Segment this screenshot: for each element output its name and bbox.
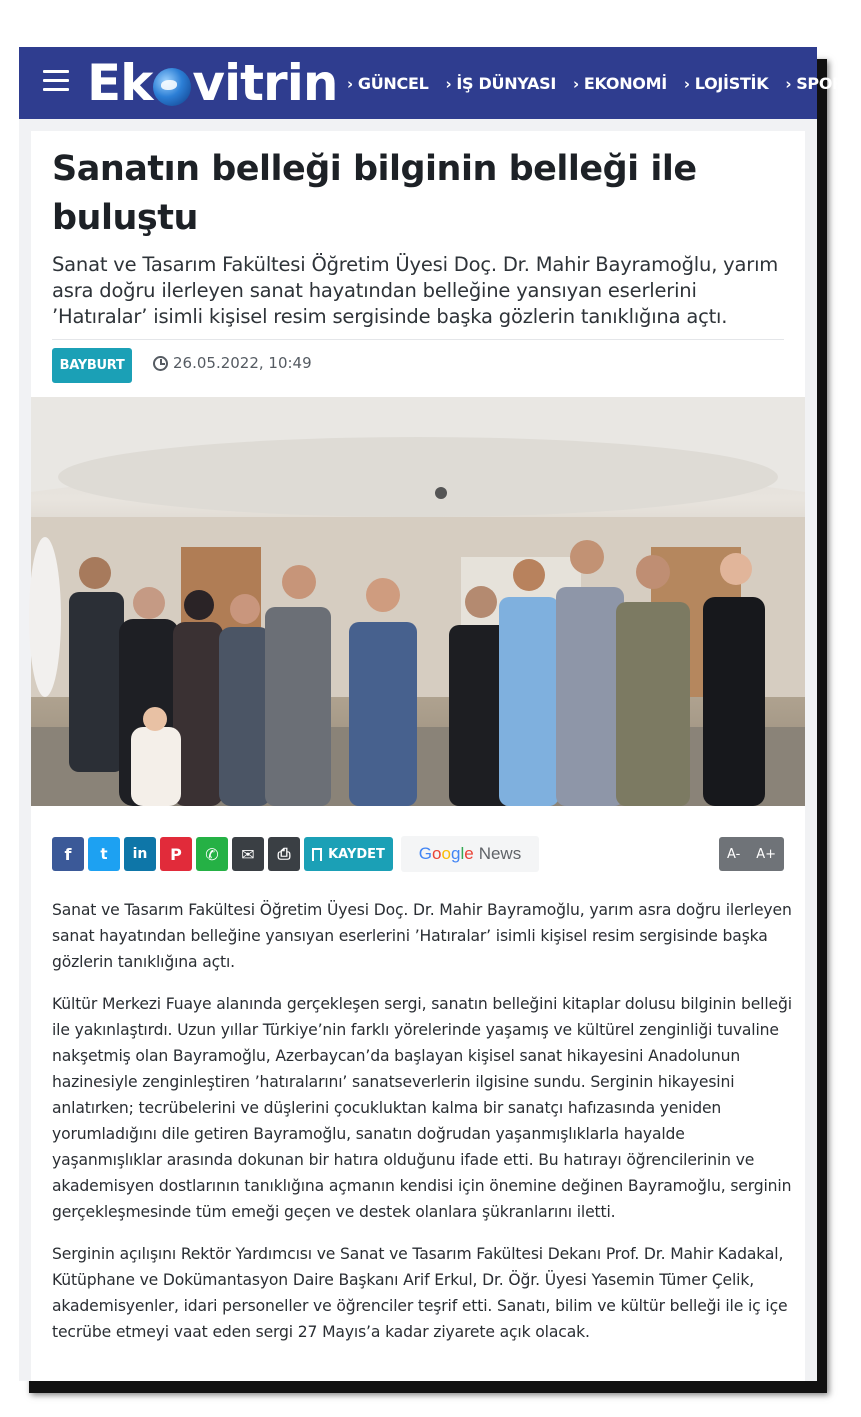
article-photo <box>31 397 805 806</box>
whatsapp-share-button[interactable] <box>196 837 228 871</box>
article-paragraph: Serginin açılışını Rektör Yardımcısı ve Sanat ve Tasarım Fakültesi Dekanı Prof. Dr. Mahir Kadakal, Kütüphane ve Dokümantasyon Daire Başkanı Arif Erkul, Dr. Öğr. Üyesi Yasemin Tümer Çelik, akademisyenler, idari personeller ve öğrenciler teşrif etti. Sanatı, bilim ve kültür belleği ile iç içe tecrübe etmeyi vaat eden sergi 27 Mayıs’a kadar ziyarete açık olacak. <box>52 1245 788 1341</box>
article-body <box>52 897 794 1361</box>
save-button[interactable] <box>304 837 393 871</box>
article-lead: Sanat ve Tasarım Fakültesi Öğretim Üyesi Doç. Dr. Mahir Bayramoğlu, yarım asra doğru ilerleyen sanat hayatından belleğine yansıyan eserlerini ’Hatıralar’ isimli kişisel resim sergisinde başka gözlerin tanıklığına açtı. <box>52 253 779 328</box>
menu-icon[interactable] <box>43 70 69 92</box>
whatsapp-icon: ✆ <box>205 844 219 864</box>
twitter-icon: t <box>100 845 108 863</box>
pinterest-icon: P <box>170 844 182 864</box>
email-icon: ✉ <box>241 844 255 864</box>
globe-icon <box>153 68 191 106</box>
article-paragraph: Kültür Merkezi Fuaye alanında gerçekleşen sergi, sanatın belleğini kitaplar dolusu bilginin belleği ile yakınlaştırdı. Uzun yıllar Türkiye’nin farklı yörelerinde yaşamış ve kültürel zenginliği tuvaline nakşetmiş olan Bayramoğlu, Azerbaycan’da başlayan kişisel sanat hikayesini Anadolunun hazinesiyle zenginleştiren ’hatıralarını’ sanatseverlerin ilgisine sundu. Serginin hikayesini anlatırken; tecrübelerini ve düşlerini çocukluktan kalma bir sanatçı hafızasında yeniden yorumladığını dile getiren Bayramoğlu, sanatın doğrudan yaşanmışlıklarla hayalde yaşanmışlıklar arasında dokunan bir hatıra olduğunu ifade etti. Bu hatırayı öğrencilerinin ve akademisyen dostlarının tanıklığına açmanın kendisi için önemine değinen Bayramoğlu, serginin gerçekleşmesinde tüm emeği geçen ve destek olanlara şükranlarını iletti. <box>52 995 792 1221</box>
clock-icon <box>153 356 168 371</box>
nav-item-ekonomi[interactable]: › EKONOMİ <box>573 73 667 93</box>
font-decrease-button[interactable]: A- <box>726 846 741 862</box>
page-frame <box>19 47 845 1381</box>
print-icon: ⎙ <box>277 844 291 863</box>
linkedin-share-button[interactable] <box>124 837 156 871</box>
facebook-share-button[interactable] <box>52 837 84 871</box>
logo-text-left: Ek <box>87 54 153 112</box>
google-news-label: News <box>478 844 522 863</box>
print-button[interactable] <box>268 837 300 871</box>
publish-date <box>153 354 312 372</box>
chevron-right-icon: › <box>683 74 690 93</box>
article-paragraph: Sanat ve Tasarım Fakültesi Öğretim Üyesi Doç. Dr. Mahir Bayramoğlu, yarım asra doğru ilerleyen sanat hayatından belleğine yansıyan eserlerini ’Hatıralar’ isimli kişisel resim sergisinde başka gözlerin tanıklığına açtı. <box>52 901 792 971</box>
facebook-icon: f <box>64 844 72 864</box>
group-photo-illustration <box>31 397 805 806</box>
linkedin-icon: in <box>132 846 148 862</box>
chevron-right-icon: › <box>785 74 792 93</box>
bookmark-icon <box>312 848 322 861</box>
category-badge[interactable]: BAYBURT <box>52 348 132 383</box>
google-news-button[interactable] <box>401 836 539 872</box>
site-logo[interactable] <box>87 53 337 113</box>
site-header <box>19 47 845 119</box>
pinterest-share-button[interactable] <box>160 837 192 871</box>
nav-item-spor[interactable]: › SPOR <box>785 73 845 93</box>
nav-item-is-dunyasi[interactable]: › İŞ DÜNYASI <box>445 73 557 93</box>
google-logo-text: Google <box>418 844 474 863</box>
logo-text-right: vitrin <box>192 54 338 112</box>
share-bar <box>52 837 539 872</box>
font-size-controls <box>719 837 784 871</box>
twitter-share-button[interactable] <box>88 837 120 871</box>
email-share-button[interactable] <box>232 837 264 871</box>
article-card <box>31 131 805 1381</box>
save-button-label: KAYDET <box>328 846 385 862</box>
publish-date-text: 26.05.2022, 10:49 <box>173 354 312 372</box>
font-increase-button[interactable]: A+ <box>756 846 777 862</box>
article-title: Sanatın belleği bilginin belleği ile buluştu <box>52 149 697 238</box>
chevron-right-icon: › <box>445 74 452 93</box>
chevron-right-icon: › <box>573 74 579 93</box>
meta-divider <box>52 339 784 340</box>
main-nav <box>347 47 861 119</box>
chevron-right-icon: › <box>347 74 353 93</box>
nav-item-guncel[interactable]: › GÜNCEL <box>347 73 429 93</box>
nav-item-lojistik[interactable]: › LOJİSTİK <box>683 73 769 93</box>
